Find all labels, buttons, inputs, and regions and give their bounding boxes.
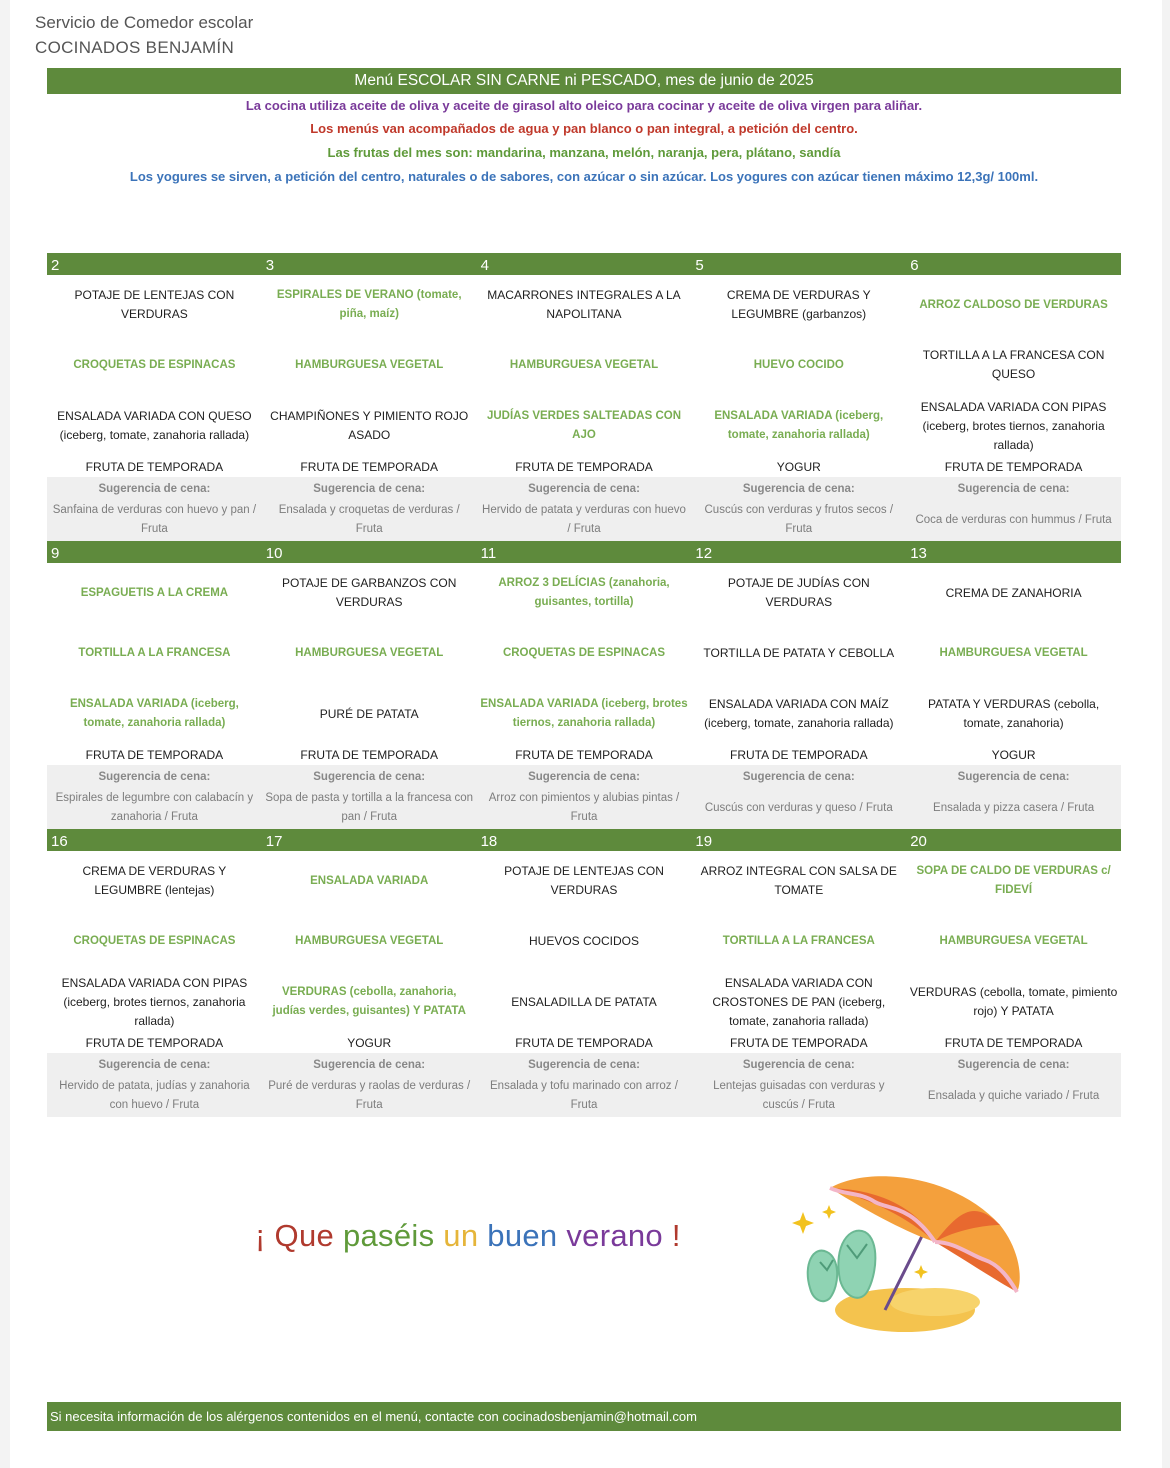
second-course: TORTILLA A LA FRANCESA CON QUESO [922,348,1105,381]
second-course: HAMBURGUESA VEGETAL [939,934,1088,947]
menu-calendar [47,253,1121,1117]
suggestion-text: Cuscús con verduras y frutos secos / Fruta [704,504,894,535]
first-course: SOPA DE CALDO DE VERDURAS c/ FIDEVÍ [916,865,1111,896]
farewell-word: verano [566,1218,672,1253]
first-course: ARROZ 3 DELÍCIAS (zanahoria, guisantes, tortilla) [498,577,670,608]
note-oil: La cocina utiliza aceite de oliva y aceite de girasol alto oleico para cocinar y aceite de oliva virgen para aliñar. [245,98,923,113]
first-course: POTAJE DE LENTEJAS CON VERDURAS [504,864,664,897]
day-number: 2 [51,257,60,274]
dessert-row [47,1033,1121,1053]
farewell-word: buen [487,1218,567,1253]
menu-title: Menú ESCOLAR SIN CARNE ni PESCADO, mes de junio de 2025 [47,68,1121,94]
second-course: HAMBURGUESA VEGETAL [939,646,1088,659]
suggestion-text: Hervido de patata y verduras con huevo / Fruta [482,504,686,535]
suggestion-text: Lentejas guisadas con verduras y cuscús / Fruta [713,1080,885,1111]
page-margin-right [1162,0,1170,1468]
suggestion-label: Sugerencia de cena: [957,1059,1070,1071]
day-number: 11 [480,545,497,562]
first-course-row [47,563,1121,623]
second-course: HUEVOS COCIDOS [528,933,639,948]
dessert: FRUTA DE TEMPORADA [730,747,868,762]
suggestion-text: Espirales de legumbre con calabacín y zanahoria / Fruta [55,792,254,823]
first-course: MACARRONES INTEGRALES A LA NAPOLITANA [487,288,681,321]
side-dish: VERDURAS (cebolla, zanahoria, judías verdes, guisantes) Y PATATA [272,986,466,1017]
first-course: POTAJE DE JUDÍAS CON VERDURAS [727,576,870,609]
dessert: FRUTA DE TEMPORADA [515,747,653,762]
day-number: 4 [480,257,489,274]
first-course-row [47,851,1121,911]
second-course: TORTILLA DE PATATA Y CEBOLLA [703,645,895,660]
dinner-suggestion [477,1053,692,1117]
second-course: TORTILLA A LA FRANCESA [78,646,231,659]
second-course: HAMBURGUESA VEGETAL [295,934,444,947]
second-course: HAMBURGUESA VEGETAL [509,358,659,371]
first-course: ARROZ CALDOSO DE VERDURAS [919,298,1108,311]
side-dish: ENSALADA VARIADA (iceberg, tomate, zanahoria rallada) [69,698,239,729]
dinner-suggestion [691,765,906,829]
farewell-word: Que [274,1218,343,1253]
second-course: CROQUETAS DE ESPINACAS [73,358,236,371]
suggestion-label: Sugerencia de cena: [313,483,426,495]
side-dish: ENSALADA VARIADA CON PIPAS (iceberg, brotes tiernos, zanahoria rallada) [61,975,248,1028]
day-number: 16 [51,833,68,850]
side-dish: ENSALADA VARIADA CON QUESO (iceberg, tomate, zanahoria rallada) [57,409,252,442]
dinner-suggestion [906,477,1121,541]
farewell-word: ¡ [255,1218,275,1253]
note-yogurts: Los yogures se sirven, a petición del centro, naturales o de sabores, con azúcar o sin azúcar. Los yogures con azúcar tienen máximo 12,3g/ 100ml. [129,169,1039,184]
side-dish-row [47,683,1121,745]
side-dish: ENSALADA VARIADA CON PIPAS (iceberg, brotes tiernos, zanahoria rallada) [920,399,1107,452]
dinner-suggestion [47,477,262,541]
suggestion-label: Sugerencia de cena: [98,771,211,783]
suggestion-label: Sugerencia de cena: [957,771,1070,783]
dessert-row [47,745,1121,765]
dessert: FRUTA DE TEMPORADA [300,459,438,474]
company-name: COCINADOS BENJAMÍN [35,38,235,57]
suggestion-text: Cuscús con verduras y queso / Fruta [704,801,893,814]
side-dish-row [47,971,1121,1033]
dinner-suggestion [477,477,692,541]
day-number: 3 [265,257,275,274]
dessert: FRUTA DE TEMPORADA [515,1035,653,1050]
side-dish: ENSALADA VARIADA CON CROSTONES DE PAN (iceberg, tomate, zanahoria rallada) [712,975,886,1028]
service-label: Servicio de Comedor escolar [35,13,254,32]
suggestion-label: Sugerencia de cena: [528,771,640,783]
suggestion-label: Sugerencia de cena: [742,483,855,495]
suggestion-text: Puré de verduras y raolas de verduras / Fruta [268,1080,471,1111]
second-course: HAMBURGUESA VEGETAL [295,358,444,371]
day-number-bar [47,253,1121,275]
dinner-suggestion-row [47,1053,1121,1117]
dessert-row [47,457,1121,477]
dinner-suggestion-row [47,477,1121,541]
dinner-suggestion [906,1053,1121,1117]
suggestion-label: Sugerencia de cena: [957,483,1070,495]
suggestion-label: Sugerencia de cena: [98,483,211,495]
day-number: 6 [910,257,919,274]
side-dish: PURÉ DE PATATA [319,706,419,721]
farewell-word: un [443,1218,488,1253]
note-bread: Los menús van acompañados de agua y pan blanco o pan integral, a petición del centro. [310,121,858,136]
suggestion-label: Sugerencia de cena: [313,1059,426,1071]
side-dish: CHAMPIÑONES Y PIMIENTO ROJO ASADO [270,409,469,442]
second-course: HUEVO COCIDO [753,358,844,371]
second-course-row [47,623,1121,683]
first-course: POTAJE DE LENTEJAS CON VERDURAS [74,288,235,321]
day-number: 10 [265,545,283,562]
suggestion-label: Sugerencia de cena: [98,1059,211,1071]
suggestion-text: Coca de verduras con hummus / Fruta [915,513,1112,526]
suggestion-text: Ensalada y croquetas de verduras / Fruta [278,504,460,535]
day-number-bar [47,829,1121,851]
side-dish: ENSALADA VARIADA (iceberg, brotes tiernos, zanahoria rallada) [480,698,688,729]
dinner-suggestion [262,1053,477,1117]
dinner-suggestion [691,477,906,541]
second-course: HAMBURGUESA VEGETAL [295,646,444,659]
side-dish-row [47,395,1121,457]
first-course: CREMA DE VERDURAS Y LEGUMBRE (lentejas) [82,864,227,897]
suggestion-label: Sugerencia de cena: [528,483,640,495]
day-number: 12 [695,545,713,562]
dinner-suggestion [47,765,262,829]
dessert: FRUTA DE TEMPORADA [300,747,438,762]
day-number: 9 [51,545,60,562]
suggestion-text: Sopa de pasta y tortilla a la francesa con pan / Fruta [265,792,474,823]
suggestion-label: Sugerencia de cena: [528,1059,640,1071]
farewell-message [255,1218,681,1254]
side-dish: ENSALADA VARIADA CON MAÍZ (iceberg, tomate, zanahoria rallada) [704,697,894,730]
second-course-row [47,335,1121,395]
dinner-suggestion [477,765,692,829]
dessert: FRUTA DE TEMPORADA [944,459,1083,474]
first-course: CREMA DE ZANAHORIA [945,585,1082,600]
suggestion-text: Ensalada y pizza casera / Fruta [933,801,1095,814]
dessert: YOGUR [776,459,821,474]
beach-umbrella-icon [785,1170,1030,1345]
day-number: 18 [480,833,498,850]
suggestion-label: Sugerencia de cena: [742,1059,855,1071]
first-course: POTAJE DE GARBANZOS CON VERDURAS [281,576,457,609]
farewell-word: ! [671,1218,681,1253]
first-course: CREMA DE VERDURAS Y LEGUMBRE (garbanzos) [726,288,871,321]
dessert: FRUTA DE TEMPORADA [515,459,653,474]
dessert: FRUTA DE TEMPORADA [944,1035,1083,1050]
dinner-suggestion [47,1053,262,1117]
suggestion-label: Sugerencia de cena: [742,771,855,783]
farewell-word: paséis [342,1218,444,1253]
dessert: YOGUR [991,747,1036,762]
first-course: ENSALADA VARIADA [310,874,429,887]
side-dish: PATATA Y VERDURAS (cebolla, tomate, zanahoria) [928,697,1100,730]
second-course: CROQUETAS DE ESPINACAS [502,646,666,659]
suggestion-label: Sugerencia de cena: [313,771,426,783]
allergen-footer: Si necesita información de los alérgenos contenidos en el menú, contacte con cocinadosbenjamin@hotmail.com [47,1402,1121,1431]
dinner-suggestion [906,765,1121,829]
first-course: ESPIRALES DE VERANO (tomate, piña, maíz) [276,289,462,320]
second-course: CROQUETAS DE ESPINACAS [73,934,236,947]
day-number: 17 [265,833,283,850]
second-course: TORTILLA A LA FRANCESA [722,934,875,947]
day-number: 5 [695,257,704,274]
dinner-suggestion [691,1053,906,1117]
dessert: YOGUR [347,1035,392,1050]
dessert: FRUTA DE TEMPORADA [85,459,224,474]
first-course: ARROZ INTEGRAL CON SALSA DE TOMATE [700,864,897,897]
dessert: FRUTA DE TEMPORADA [85,1035,224,1050]
side-dish: JUDÍAS VERDES SALTEADAS CON AJO [486,410,682,441]
suggestion-text: Ensalada y quiche variado / Fruta [927,1089,1100,1102]
side-dish: VERDURAS (cebolla, tomate, pimiento rojo) Y PATATA [909,985,1118,1018]
first-course: ESPAGUETIS A LA CREMA [80,586,229,599]
suggestion-text: Arroz con pimientos y alubias pintas / Fruta [488,792,680,823]
first-course-row [47,275,1121,335]
side-dish: ENSALADA VARIADA (iceberg, tomate, zanahoria rallada) [714,410,884,441]
second-course-row [47,911,1121,971]
day-number: 20 [910,833,927,850]
day-number: 13 [910,545,927,562]
page-margin-left [0,0,10,1468]
dinner-suggestion [262,477,477,541]
day-number-bar [47,541,1121,563]
dinner-suggestion-row [47,765,1121,829]
suggestion-text: Sanfaina de verduras con huevo y pan / Fruta [52,504,257,535]
dessert: FRUTA DE TEMPORADA [85,747,224,762]
dessert: FRUTA DE TEMPORADA [730,1035,868,1050]
dinner-suggestion [262,765,477,829]
day-number: 19 [695,833,713,850]
suggestion-text: Hervido de patata, judías y zanahoria con huevo / Fruta [59,1080,250,1111]
side-dish: ENSALADILLA DE PATATA [511,994,657,1009]
note-fruits: Las frutas del mes son: mandarina, manzana, melón, naranja, pera, plátano, sandía [327,145,841,160]
suggestion-text: Ensalada y tofu marinado con arroz / Fruta [490,1080,678,1111]
flip-flop-icon [808,1231,876,1302]
